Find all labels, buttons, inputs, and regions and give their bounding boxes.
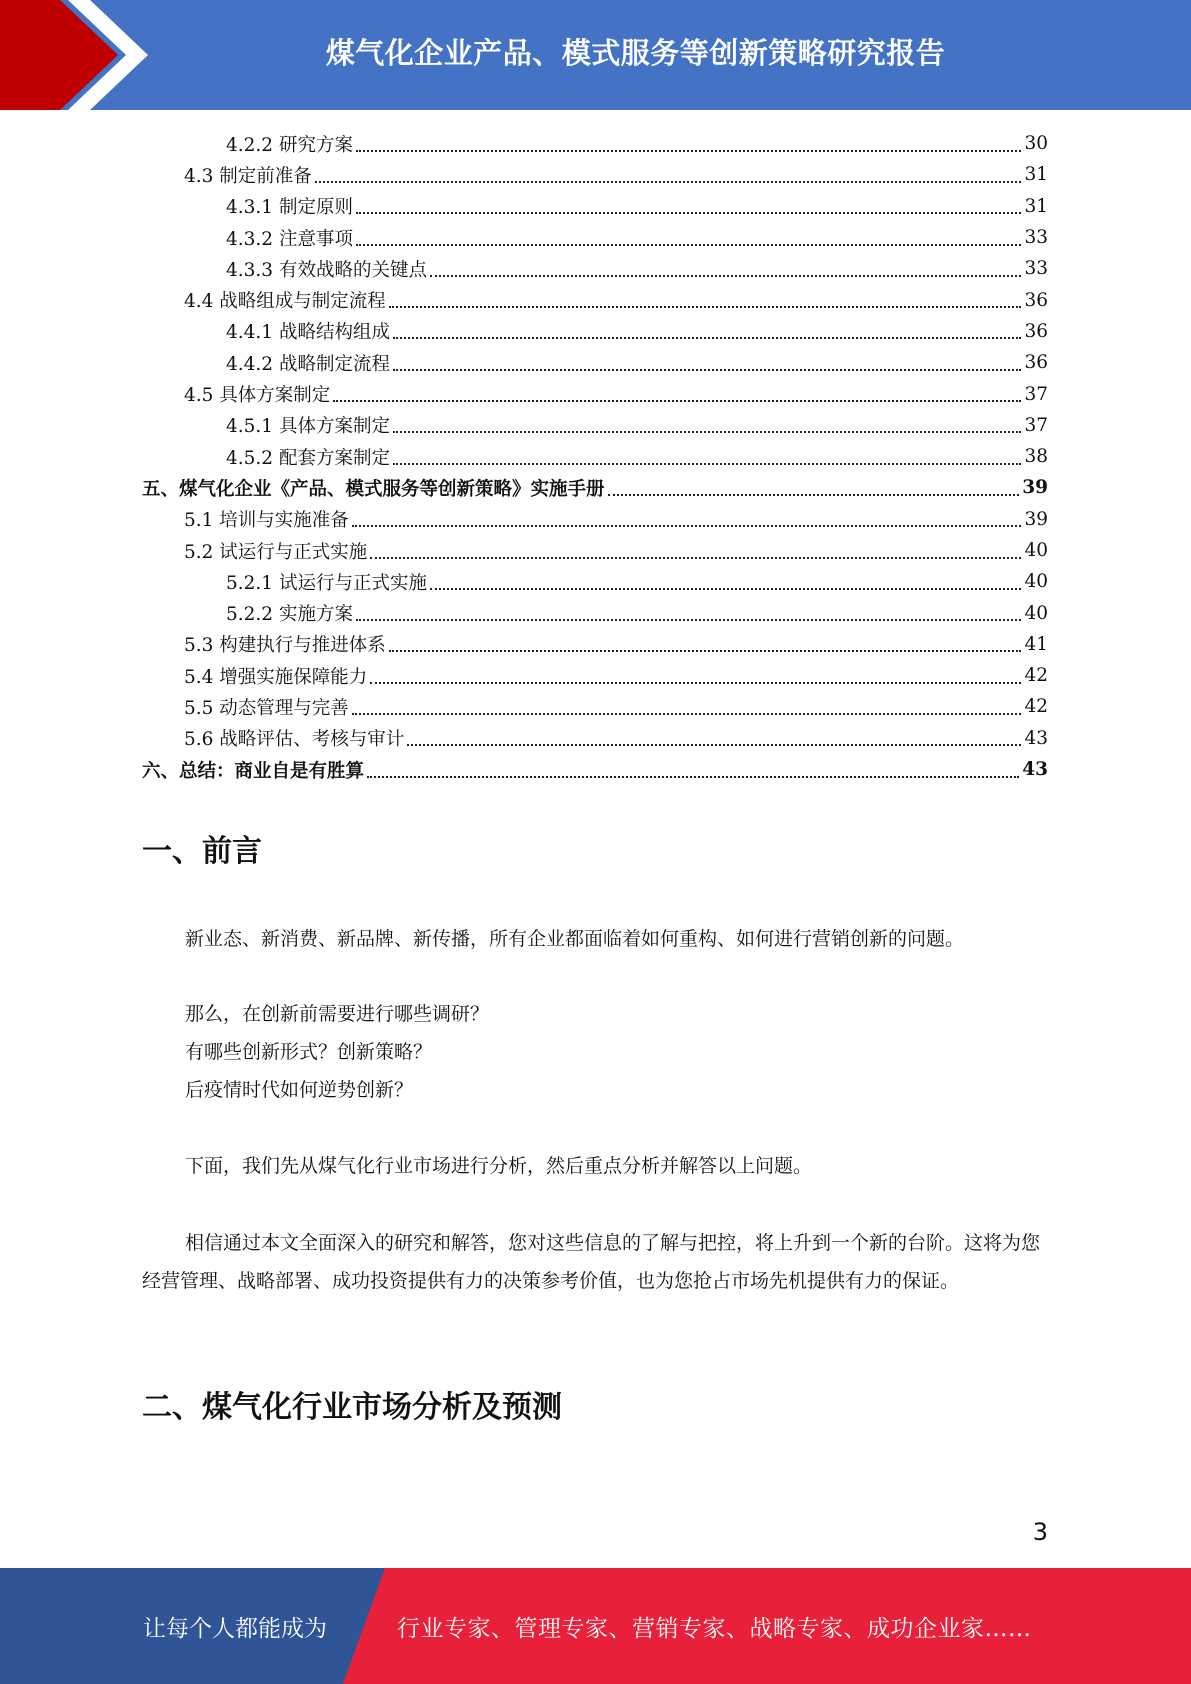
toc-entry-title: 4.4.2 战略制定流程 — [226, 353, 390, 375]
preface-question-1: 那么，在创新前需要进行哪些调研？ — [185, 1003, 490, 1025]
toc-leader-dots — [352, 505, 1022, 527]
toc-entry-title: 5.5 动态管理与完善 — [184, 697, 349, 719]
toc-leader-dots — [608, 474, 1020, 496]
toc-leader-dots — [367, 756, 1019, 778]
toc-entry[interactable] — [142, 754, 1048, 785]
toc-entry-page: 40 — [1024, 540, 1048, 561]
toc-leader-dots — [352, 693, 1022, 715]
toc-entry[interactable] — [142, 535, 1048, 566]
toc-entry[interactable] — [142, 347, 1048, 378]
toc-entry-title: 4.3.3 有效战略的关键点 — [226, 259, 427, 281]
toc-leader-dots — [333, 380, 1021, 402]
toc-entry[interactable] — [142, 159, 1048, 190]
toc-entry-page: 39 — [1022, 477, 1048, 499]
toc-entry-page: 38 — [1024, 446, 1048, 468]
toc-entry-page: 42 — [1024, 696, 1048, 718]
toc-leader-dots — [430, 568, 1021, 590]
toc-entry[interactable] — [142, 378, 1048, 409]
toc-entry-title: 5.4 增强实施保障能力 — [184, 666, 368, 688]
toc-entry-page: 33 — [1024, 258, 1048, 280]
toc-entry-title: 4.5.1 具体方案制定 — [226, 416, 390, 438]
toc-entry-title: 4.2.2 研究方案 — [226, 134, 353, 156]
toc-entry-title: 5.3 构建执行与推进体系 — [184, 635, 386, 657]
toc-entry-title: 5.2.2 实施方案 — [226, 604, 353, 626]
toc-entry-page: 43 — [1024, 727, 1048, 749]
toc-entry-title: 4.5.2 配套方案制定 — [226, 447, 390, 469]
toc-entry-page: 36 — [1024, 352, 1048, 374]
toc-entry-page: 39 — [1024, 508, 1048, 530]
page-number: 3 — [1032, 1518, 1048, 1546]
toc-entry-page: 41 — [1024, 633, 1048, 655]
footer-slogan-left: 让每个人都能成为 — [143, 1615, 327, 1642]
preface-paragraph-2: 下面，我们先从煤气化行业市场进行分析，然后重点分析并解答以上问题。 — [185, 1155, 813, 1177]
page-header — [0, 0, 1191, 110]
toc-entry-page: 31 — [1024, 195, 1048, 217]
toc-leader-dots — [393, 349, 1021, 371]
toc-leader-dots — [356, 224, 1022, 246]
header-title: 煤气化企业产品、模式服务等创新策略研究报告 — [325, 35, 946, 70]
toc-leader-dots — [356, 130, 1022, 152]
preface-question-2: 有哪些创新形式？创新策略？ — [185, 1041, 433, 1063]
toc-entry[interactable] — [142, 284, 1048, 315]
preface-paragraph-3: 相信通过本文全面深入的研究和解答，您对这些信息的了解与把控，将上升到一个新的台阶。这将为您经营管理、战略部署、成功投资提供有力的决策参考价值，也为您抢占市场先机提供有力的保证。 — [142, 1232, 1041, 1292]
toc-entry[interactable] — [142, 472, 1048, 503]
preface-question-3: 后疫情时代如何逆势创新？ — [185, 1079, 414, 1101]
toc-entry[interactable] — [142, 316, 1048, 347]
page-footer — [0, 1568, 1191, 1684]
toc-entry-page: 31 — [1024, 164, 1048, 186]
toc-entry-title: 4.3.1 制定原则 — [226, 197, 353, 219]
toc-entry-page: 37 — [1024, 383, 1048, 405]
toc-leader-dots — [389, 630, 1022, 652]
header-arrow-icon — [0, 0, 160, 110]
toc-entry-page: 42 — [1024, 665, 1048, 687]
toc-leader-dots — [393, 317, 1021, 339]
toc-entry-page: 40 — [1024, 602, 1048, 624]
toc-entry-page: 40 — [1024, 571, 1048, 593]
toc-entry[interactable] — [142, 191, 1048, 222]
toc-entry[interactable] — [142, 504, 1048, 535]
toc-entry-page: 37 — [1024, 414, 1048, 436]
toc-leader-dots — [315, 161, 1022, 183]
toc-leader-dots — [370, 662, 1021, 684]
toc-entry[interactable] — [142, 128, 1048, 159]
toc-entry-page: 36 — [1024, 289, 1048, 311]
toc-entry-title: 5.2.1 试运行与正式实施 — [226, 572, 427, 594]
toc-entry-page: 43 — [1022, 759, 1048, 781]
toc-entry-title: 5.2 试运行与正式实施 — [184, 541, 368, 563]
toc-entry-title: 5.1 培训与实施准备 — [184, 510, 349, 532]
preface-paragraph-1: 新业态、新消费、新品牌、新传播，所有企业都面临着如何重构、如何进行营销创新的问题。 — [185, 928, 965, 950]
toc-leader-dots — [356, 599, 1022, 621]
toc-entry[interactable] — [142, 222, 1048, 253]
toc-entry[interactable] — [142, 410, 1048, 441]
toc-entry[interactable] — [142, 660, 1048, 691]
toc-leader-dots — [370, 537, 1021, 559]
toc-leader-dots — [430, 255, 1021, 277]
toc-entry[interactable] — [142, 597, 1048, 628]
footer-slogan-right: 行业专家、管理专家、营销专家、战略专家、成功企业家…… — [397, 1615, 1032, 1642]
toc-entry-title: 4.5 具体方案制定 — [184, 385, 331, 407]
toc-entry-page: 30 — [1024, 133, 1048, 155]
toc-leader-dots — [407, 724, 1021, 746]
toc-leader-dots — [393, 443, 1021, 465]
toc-entry-title: 4.4 战略组成与制定流程 — [184, 291, 386, 313]
toc-leader-dots — [356, 192, 1022, 214]
toc-entry-title: 4.4.1 战略结构组成 — [226, 322, 390, 344]
toc-entry[interactable] — [142, 566, 1048, 597]
toc-entry-page: 36 — [1024, 320, 1048, 342]
toc-entry-title: 4.3.2 注意事项 — [226, 228, 353, 250]
toc-entry[interactable] — [142, 723, 1048, 754]
toc-leader-dots — [393, 411, 1021, 433]
toc-leader-dots — [389, 286, 1022, 308]
toc-entry[interactable] — [142, 441, 1048, 472]
toc-entry[interactable] — [142, 629, 1048, 660]
toc-entry-page: 33 — [1024, 227, 1048, 249]
toc-entry[interactable] — [142, 691, 1048, 722]
toc-entry-title: 五、煤气化企业《产品、模式服务等创新策略》实施手册 — [142, 478, 605, 500]
toc-entry-title: 六、总结：商业自是有胜算 — [142, 760, 365, 782]
toc-entry-title: 4.3 制定前准备 — [184, 165, 312, 187]
table-of-contents — [142, 128, 1048, 785]
toc-entry-title: 5.6 战略评估、考核与审计 — [184, 729, 405, 751]
toc-entry[interactable] — [142, 253, 1048, 284]
section-heading-market: 二、煤气化行业市场分析及预测 — [142, 1390, 562, 1425]
section-heading-preface: 一、前言 — [142, 834, 262, 869]
